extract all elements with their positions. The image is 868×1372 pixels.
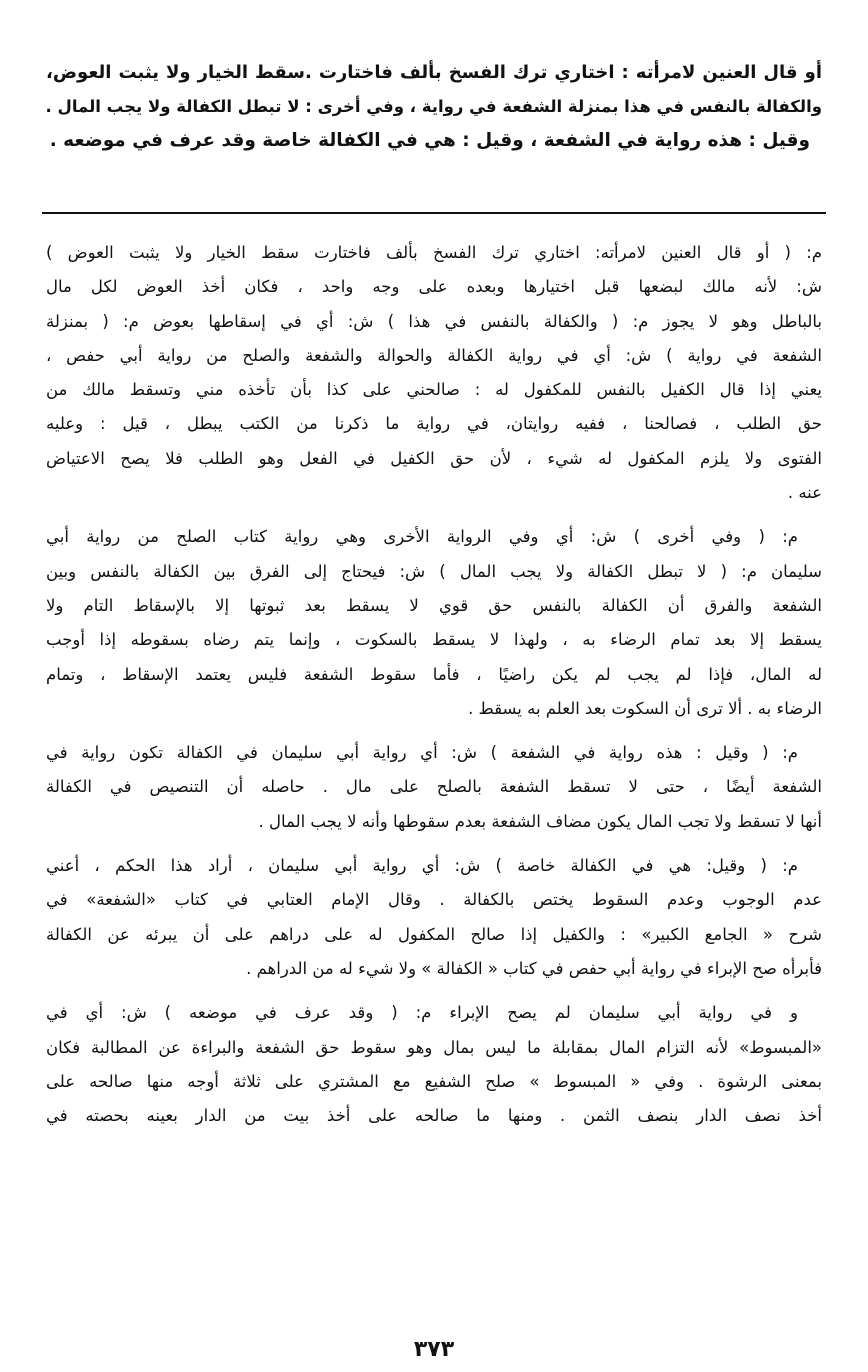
commentary-line: عنه . xyxy=(787,483,822,503)
commentary-line: عدم الوجوب وعدم السقوط يختص بالكفالة . وقال الإمام العتابي في كتاب «الشفعة» في xyxy=(46,890,822,910)
commentary-line: م: ( أو قال العنين لامرأته: اختاري ترك الفسخ بألف فاختارت سقط الخيار ولا يثبت العوض ) xyxy=(46,243,822,262)
commentary-line: الرضاء به . ألا ترى أن السكوت بعد العلم به يسقط . xyxy=(468,698,822,718)
commentary-line: الشفعة أيضًا ، حتى لا تسقط الشفعة بالصلح على مال . حاصله أن التنصيص في الكفالة xyxy=(46,777,822,797)
page-number: ٣٧٣ xyxy=(413,1337,455,1362)
commentary-line: حق الطلب ، فصالحنا ، ففيه روايتان، في رواية ما ذكرنا من الكتب يبطل ، قيل : وعليه xyxy=(46,414,822,434)
commentary-line: م: ( وفي أخرى ) ش: أي وفي الرواية الأخرى وهي رواية كتاب الصلح من رواية أبي xyxy=(46,527,798,547)
commentary-line: فأبرأه صح الإبراء في رواية أبي حفص في كتاب « الكفالة » ولا شيء له من الدراهم . xyxy=(246,958,822,978)
separator-rule xyxy=(42,212,826,214)
commentary-line: أنها لا تسقط ولا تجب المال يكون مضاف الشفعة بعدم سقوطها وأنه لا يجب المال . xyxy=(258,811,822,831)
commentary-block xyxy=(46,236,822,1143)
matn-line: وقيل : هذه رواية في الشفعة ، وقيل : هي في الكفالة خاصة وقد عرف في موضعه . xyxy=(49,130,810,151)
commentary-line: م: ( وقيل: هي في الكفالة خاصة ) ش: أي رواية أبي سليمان ، أراد هذا الحكم ، أعني xyxy=(46,856,798,876)
commentary-paragraph xyxy=(46,849,822,986)
commentary-line: له المال، فإذا لم يجب لم يكن راضيًا ، فأما سقوط الشفعة فليس يعتمد الإسقاط ، وتمام xyxy=(46,664,822,684)
commentary-line: و في رواية أبي سليمان لم يصح الإبراء م: ( وقد عرف في موضعه ) ش: أي في xyxy=(46,1003,798,1023)
commentary-paragraph xyxy=(46,520,822,726)
commentary-line: م: ( وقيل : هذه رواية في الشفعة ) ش: أي رواية أبي سليمان في الكفالة تكون رواية في xyxy=(46,743,798,763)
commentary-paragraph xyxy=(46,736,822,839)
commentary-line: الفتوى ولا يلزم المكفول له شيء ، لأن حق الكفيل في الفعل وهو الطلب فلا يصح الاعتياض xyxy=(46,448,822,468)
page xyxy=(46,0,822,1372)
commentary-line: الشفعة والفرق أن الكفالة بالنفس حق قوي لا يسقط بعد ثبوتها إلا بالإسقاط التام ولا xyxy=(46,595,822,615)
commentary-line: بمعنى الرشوة . وفي « المبسوط » صلح الشفيع مع المشتري على ثلاثة أوجه منها صالحه على xyxy=(46,1071,822,1091)
commentary-line: سليمان م: ( لا تبطل الكفالة ولا يجب المال ) ش: فيحتاج إلى الفرق بين الكفالة بالنفس وبين xyxy=(46,561,822,581)
commentary-line: أخذ نصف الدار بنصف الثمن . ومنها ما صالحه على أخذ بيت من الدار بعينه بحصته في xyxy=(46,1106,822,1126)
commentary-line: الشفعة في رواية ) ش: أي في رواية الكفالة والحوالة والشفعة والصلح من رواية أبي حفص ، xyxy=(46,345,822,365)
commentary-line: يعني إذا قال الكفيل بالنفس للمكفول له : صالحني على كذا بأن تأخذه مني وتسقط مالك من xyxy=(46,380,822,400)
commentary-line: بالباطل وهو لا يجوز م: ( والكفالة بالنفس في هذا ) ش: أي في إسقاطها بعوض م: ( بمنزلة xyxy=(46,311,822,331)
commentary-paragraph xyxy=(46,996,822,1133)
commentary-line: ش: لأنه مالك لبضعها قبل اختيارها وبعده على وجه واحد ، فكان أخذ العوض لكل مال xyxy=(46,277,822,297)
matn-line: أو قال العنين لامرأته : اختاري ترك الفسخ بألف فاختارت .سقط الخيار ولا يثبت العوض، xyxy=(46,62,822,83)
commentary-paragraph xyxy=(46,236,822,510)
commentary-line: يسقط إلا بعد تمام الرضاء به ، ولهذا لا يسقط بالسكوت ، وإنما يتم رضاه بسقوطه إذا أوجب xyxy=(46,630,822,650)
commentary-line: شرح « الجامع الكبير» : والكفيل إذا صالح المكفول له على دراهم على أن يبرئه عن الكفالة xyxy=(46,924,822,944)
matn-text-block xyxy=(46,56,822,158)
commentary-line: «المبسوط» لأنه التزام المال بمقابلة ما ليس بمال وهو سقوط حق الشفعة والبراءة عن المطالبة فكان xyxy=(46,1037,822,1057)
matn-line: والكفالة بالنفس في هذا بمنزلة الشفعة في رواية ، وفي أخرى : لا تبطل الكفالة ولا يجب المال . xyxy=(45,97,822,116)
